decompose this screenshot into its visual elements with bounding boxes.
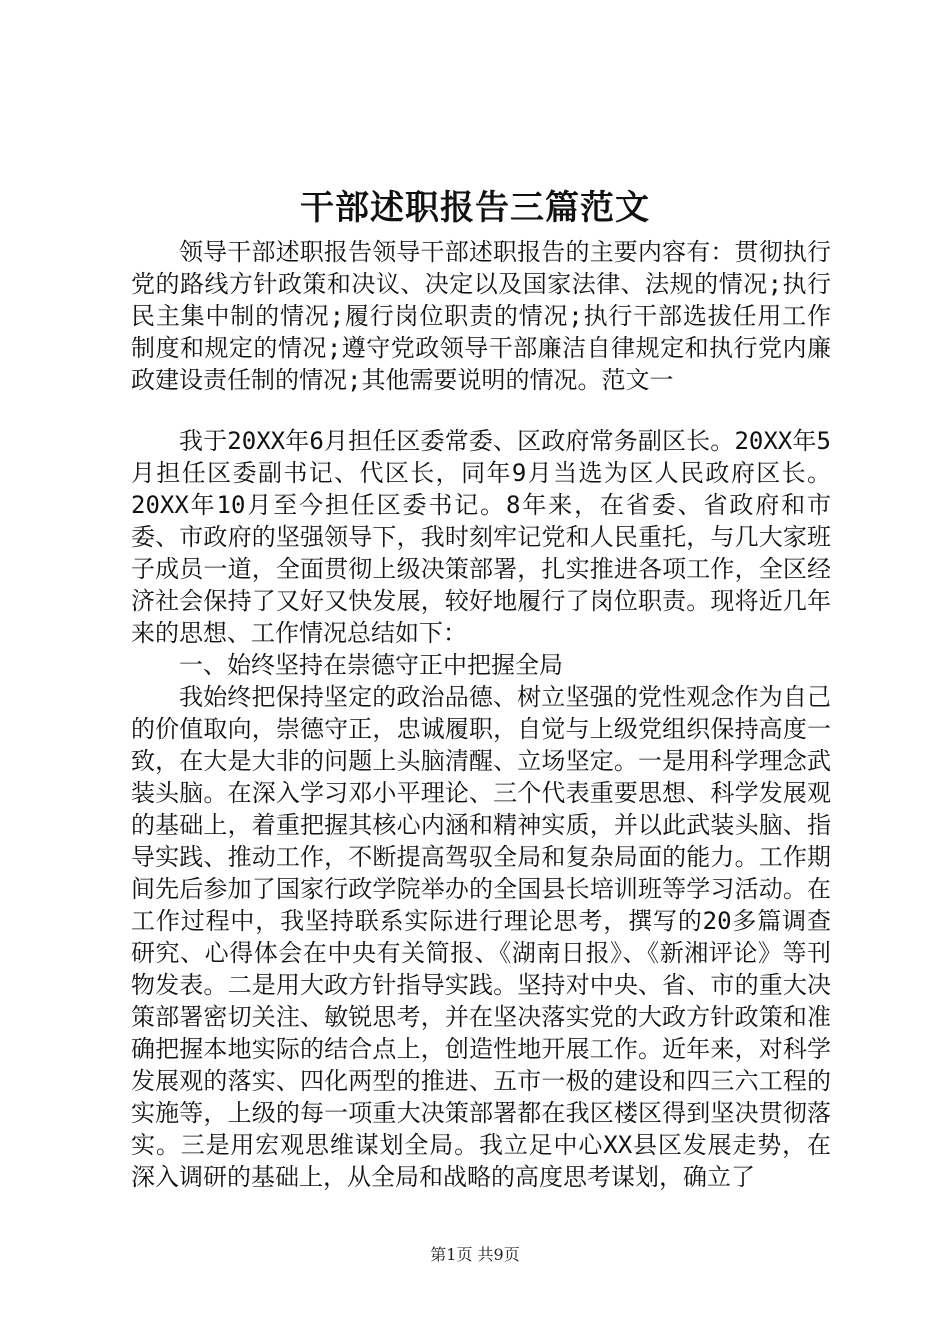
body-paragraph-2: 我始终把保持坚定的政治品德、树立坚强的党性观念作为自己的价值取向，崇德守正，忠诚履职，自觉与上级党组织保持高度一致，在大是大非的问题上头脑清醒、立场坚定。一是用科学理念武装头脑。在深入学习邓小平理论、三个代表重要思想、科学发展观的基础上，着重把握其核心内涵和精神实质，并以此武装头脑、指导实践、推动工作，不断提高驾驭全局和复杂局面的能力。工作期间先后参加了国家行政学院举办的全国县长培训班等学习活动。在工作过程中，我坚持联系实际进行理论思考，撰写的20多篇调查研究、心得体会在中央有关简报、《湖南日报》、《新湘评论》等刊物发表。二是用大政方针指导实践。坚持对中央、省、市的重大决策部署密切关注、敏锐思考，并在坚决落实党的大政方针政策和准确把握本地实际的结合点上，创造性地开展工作。近年来，对科学发展观的落实、四化两型的推进、五市一极的建设和四三六工程的实施等，上级的每一项重大决策部署都在我区楼区得到坚决贯彻落实。三是用宏观思维谋划全局。我立足中心XX县区发展走势，在深入调研的基础上，从全局和战略的高度思考谋划，确立了 — [131, 683, 831, 1191]
page-number-footer: 第1页 共9页 — [430, 1245, 520, 1264]
main-section — [131, 425, 831, 1193]
body-paragraph-1: 我于20XX年6月担任区委常委、区政府常务副区长。20XX年5月担任区委副书记、代区长，同年9月当选为区人民政府区长。20XX年10月至今担任区委书记。8年来，在省委、省政府和市委、市政府的坚强领导下，我时刻牢记党和人民重托，与几大家班子成员一道，全面贯彻上级决策部署，扎实推进各项工作，全区经济社会保持了又好又快发展，较好地履行了岗位职责。现将近几年来的思想、工作情况总结如下： — [131, 427, 831, 647]
intro-paragraph: 领导干部述职报告领导干部述职报告的主要内容有：贯彻执行党的路线方针政策和决议、决定以及国家法律、法规的情况;执行民主集中制的情况;履行岗位职责的情况;执行干部选拔任用工作制度和规定的情况;遵守党政领导干部廉洁自律规定和执行党内廉政建设责任制的情况;其他需要说明的情况。范文一 — [131, 238, 831, 394]
document-title: 干部述职报告三篇范文 — [300, 188, 650, 228]
section-heading: 一、始终坚持在崇德守正中把握全局 — [179, 651, 563, 679]
intro-section — [131, 236, 831, 396]
